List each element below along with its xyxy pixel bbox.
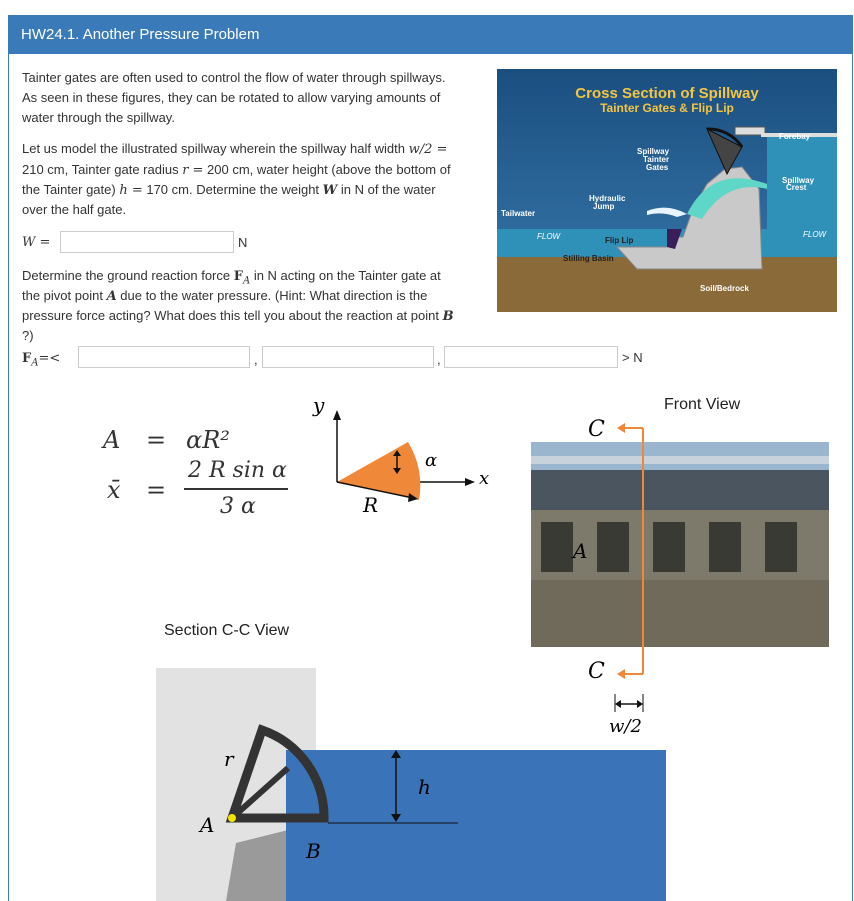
crest-label-2: Crest xyxy=(786,183,807,192)
tainter-label-2: Tainter xyxy=(643,155,670,164)
reaction-line-1: Determine the ground reaction force $F_A$ in N acting on the Tainter gate at xyxy=(22,268,441,287)
weight-input[interactable] xyxy=(60,231,234,253)
bridge-deck xyxy=(735,127,765,135)
problem-line-4: over the half gate. xyxy=(22,202,127,217)
radius-symbol: r = xyxy=(182,163,204,178)
stilling-basin-label: Stilling Basin xyxy=(563,254,614,263)
forebay-water xyxy=(767,134,837,254)
w2-label: w/2 xyxy=(609,716,642,737)
area-equals: = xyxy=(146,426,167,454)
flip-lip-label: Flip Lip xyxy=(605,236,634,245)
tainter-label-3: Gates xyxy=(646,163,669,172)
front-view-deck xyxy=(531,456,829,464)
intro-line-2: As seen in these figures, they can be rotated to allow varying amounts of xyxy=(22,90,441,105)
x-axis-arrow xyxy=(465,478,475,486)
hydraulic-label-1: Hydraulic xyxy=(589,194,626,203)
force-x-input[interactable] xyxy=(78,346,250,368)
section-view-title: Section C-C View xyxy=(164,622,290,639)
gate-structure-top xyxy=(531,470,829,510)
pivot-point xyxy=(228,814,236,822)
section-water xyxy=(286,750,666,901)
soil-label: Soil/Bedrock xyxy=(700,284,749,293)
forebay-label: Forebay xyxy=(779,132,811,141)
hydraulic-label-2: Jump xyxy=(593,202,615,211)
front-view-water xyxy=(531,580,829,647)
area-lhs: A xyxy=(103,426,121,454)
force-separator-1: , xyxy=(254,352,258,367)
A-section-label: A xyxy=(200,813,215,837)
force-z-input[interactable] xyxy=(444,346,618,368)
xbar-equals: = xyxy=(146,476,167,504)
alpha-label: α xyxy=(425,450,438,471)
A-front-label: A xyxy=(573,539,588,563)
h-label: h xyxy=(418,775,431,799)
xbar-numerator: 2 R sin α xyxy=(188,458,287,483)
problem-line-2: 210 cm, Tainter gate radius r = 200 cm, water height (above the bottom of xyxy=(22,162,451,178)
problem-title: HW24.1. Another Pressure Problem xyxy=(9,16,852,54)
section-view-figure xyxy=(156,668,676,901)
xbar-denominator: 3 α xyxy=(220,494,256,519)
front-view-title: Front View xyxy=(664,396,741,413)
section-arrow-top-head xyxy=(617,423,625,433)
flow-right-label: FLOW xyxy=(803,230,827,239)
force-unit: > N xyxy=(622,350,643,365)
problem-line-3: the Tainter gate) h = 170 cm. Determine the weight W in N of the water xyxy=(22,182,436,198)
weight-unit: N xyxy=(238,235,248,250)
y-label: y xyxy=(313,393,325,417)
x-label: x xyxy=(479,468,490,489)
spillway-subtitle: Tainter Gates & Flip Lip xyxy=(600,101,734,115)
height-symbol: h = xyxy=(119,183,143,198)
intro-line-3: water through the spillway. xyxy=(22,110,175,125)
force-label: $F_A=<$ xyxy=(22,351,61,369)
xbar-lhs: x̄ xyxy=(107,476,121,504)
spillway-title: Cross Section of Spillway xyxy=(575,85,759,102)
fraction-bar xyxy=(184,488,288,490)
intro-line-1: Tainter gates are often used to control the flow of water through spillways. xyxy=(22,70,446,85)
spillway-cross-section-figure xyxy=(497,69,837,312)
flow-left-label: FLOW xyxy=(537,232,561,241)
problem-line-1: Let us model the illustrated spillway wherein the spillway half width w/2 = xyxy=(22,141,448,157)
force-y-input[interactable] xyxy=(262,346,434,368)
r-label: r xyxy=(224,747,234,771)
y-axis-arrow xyxy=(333,410,341,420)
weight-symbol: W xyxy=(322,183,338,198)
reaction-line-3: pressure force acting? What does this tell you about the reaction at point B xyxy=(22,308,454,324)
weight-label: W = xyxy=(22,235,51,250)
sector-diagram xyxy=(305,390,505,520)
crest-label-1: Spillway xyxy=(782,176,815,185)
tainter-label-1: Spillway xyxy=(637,147,670,156)
reaction-line-2: the pivot point A due to the water pressure. (Hint: What direction is the xyxy=(22,288,428,304)
area-rhs: αR² xyxy=(186,426,230,454)
force-separator-2: , xyxy=(437,352,441,367)
reaction-line-4: ?) xyxy=(22,328,34,343)
C-top-label: C xyxy=(588,417,605,442)
tailwater-label: Tailwater xyxy=(501,209,536,218)
C-bottom-label: C xyxy=(588,659,605,684)
R-label: R xyxy=(363,493,379,517)
B-label: B xyxy=(306,839,321,863)
half-width-symbol: w/2 = xyxy=(408,142,448,157)
